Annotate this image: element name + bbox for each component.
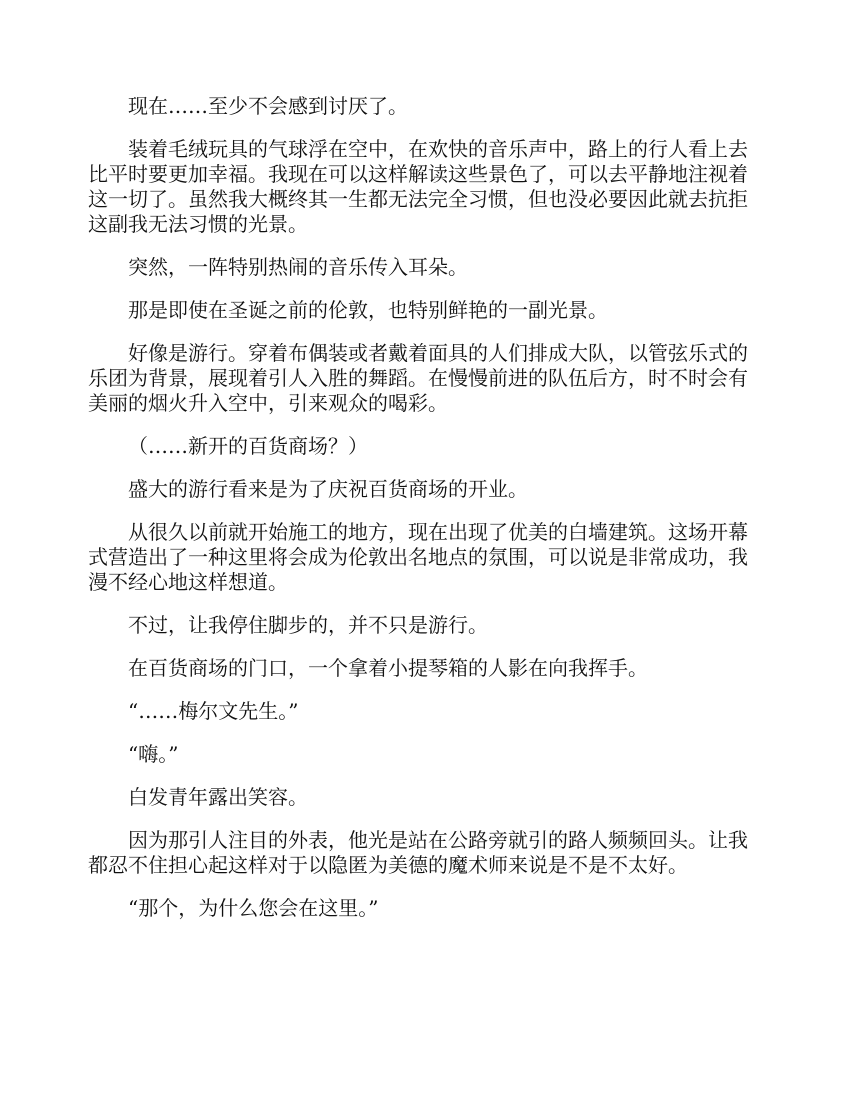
- paragraph: 盛大的游行看来是为了庆祝百货商场的开业。: [128, 477, 528, 501]
- paragraph: 那是即使在圣诞之前的伦敦，也特别鲜艳的一副光景。: [128, 298, 608, 322]
- paragraph: 白发青年露出笑容。: [128, 785, 308, 809]
- body-text: [88, 94, 752, 939]
- paragraph: （……新开的百货商场？）: [128, 434, 368, 458]
- paragraph: 突然，一阵特别热闹的音乐传入耳朵。: [128, 255, 468, 279]
- paragraph: “嗨。”: [128, 742, 179, 766]
- paragraph: “……梅尔文先生。”: [128, 699, 299, 723]
- paragraph: 在百货商场的门口，一个拿着小提琴箱的人影在向我挥手。: [128, 656, 648, 680]
- paragraph: “那个，为什么您会在这里。”: [128, 896, 379, 920]
- paragraph: 不过，让我停住脚步的，并不只是游行。: [128, 613, 488, 637]
- paragraph: 现在……至少不会感到讨厌了。: [128, 94, 408, 118]
- paragraph: 因为那引人注目的外表，他光是站在公路旁就引的路人频频回头。让我都忍不住担心起这样对于以隐匿为美德的魔术师来说是不是不太好。: [88, 828, 748, 877]
- paragraph: 好像是游行。穿着布偶装或者戴着面具的人们排成大队，以管弦乐式的乐团为背景，展现着引人入胜的舞蹈。在慢慢前进的队伍后方，时不时会有美丽的烟火升入空中，引来观众的喝彩。: [88, 341, 748, 415]
- paragraph: 装着毛绒玩具的气球浮在空中，在欢快的音乐声中，路上的行人看上去比平时要更加幸福。我现在可以这样解读这些景色了，可以去平静地注视着这一切了。虽然我大概终其一生都无法完全习惯，但也没必要因此就去抗拒这副我无法习惯的光景。: [88, 137, 748, 236]
- paragraph: 从很久以前就开始施工的地方，现在出现了优美的白墙建筑。这场开幕式营造出了一种这里将会成为伦敦出名地点的氛围，可以说是非常成功，我漫不经心地这样想道。: [88, 520, 748, 594]
